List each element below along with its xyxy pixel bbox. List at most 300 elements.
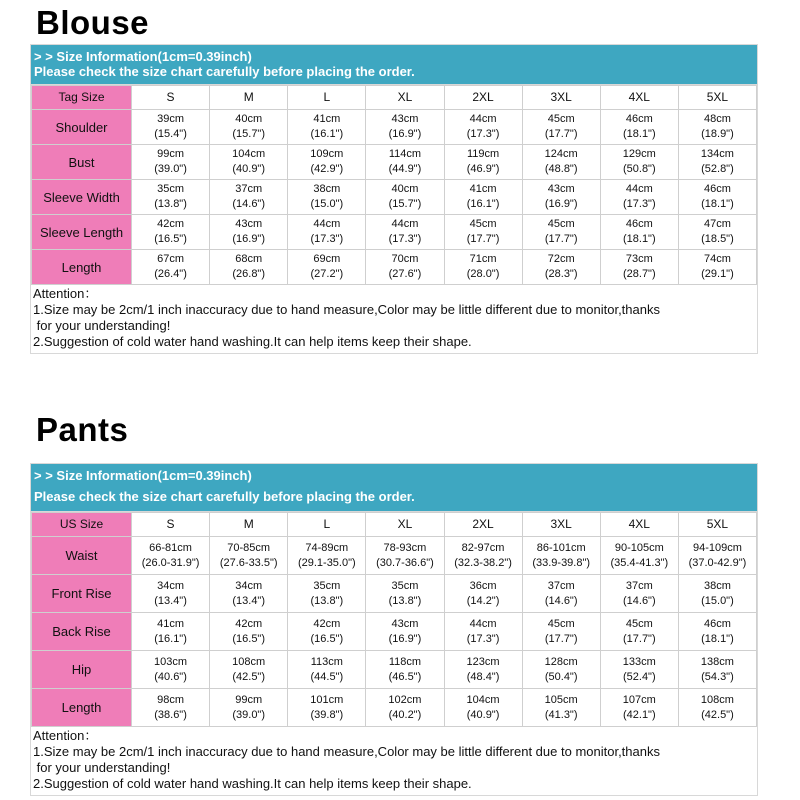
value-cm: 44cm <box>469 113 497 125</box>
measurement-cell <box>522 689 600 727</box>
value-cm: 124cm <box>544 148 578 160</box>
measurement-cell <box>600 537 678 575</box>
measurement-cell <box>444 689 522 727</box>
size-header-cell: 5XL <box>678 86 756 110</box>
value-cm: 37cm <box>547 579 575 592</box>
size-label-cell: Tag Size <box>32 86 132 110</box>
measurement-cell <box>210 689 288 727</box>
size-header-row <box>32 86 757 110</box>
measurement-row <box>32 613 757 651</box>
value-inch: (27.6-33.5") <box>219 556 278 569</box>
value-inch: (16.9") <box>544 198 578 210</box>
measurement-cell <box>288 575 366 613</box>
value-cm: 109cm <box>310 148 344 160</box>
value-cm: 107cm <box>622 693 656 706</box>
measurement-cell <box>132 110 210 145</box>
measurement-cell <box>366 180 444 215</box>
value-inch: (17.3") <box>310 233 344 245</box>
value-inch: (42.5") <box>232 670 265 683</box>
measurement-cell <box>210 613 288 651</box>
value-inch: (16.9") <box>388 632 422 645</box>
measurement-cell <box>210 651 288 689</box>
value-cm: 86-101cm <box>536 541 586 554</box>
value-inch: (29.1-35.0") <box>297 556 356 569</box>
value-inch: (16.1") <box>466 198 500 210</box>
value-cm: 34cm <box>235 579 263 592</box>
attention-note-1: 1.Size may be 2cm/1 inch inaccuracy due to hand measure,Color may be little different due to monitor,thanks <box>33 302 660 317</box>
value-inch: (26.0-31.9") <box>141 556 200 569</box>
value-cm: 35cm <box>391 579 419 592</box>
measurement-cell <box>366 689 444 727</box>
value-inch: (40.2") <box>388 708 422 721</box>
measurement-label: Length <box>32 250 132 285</box>
value-cm: 108cm <box>700 693 734 706</box>
measurement-label: Waist <box>32 537 132 575</box>
pants-title: Pants <box>36 411 129 448</box>
measurement-cell <box>678 180 756 215</box>
measurement-cell <box>288 215 366 250</box>
measurement-cell <box>288 537 366 575</box>
value-inch: (39.0") <box>154 163 187 175</box>
measurement-label: Front Rise <box>32 575 132 613</box>
measurement-cell <box>366 651 444 689</box>
value-cm: 41cm <box>157 617 185 630</box>
measurement-cell <box>132 250 210 285</box>
measurement-cell <box>444 575 522 613</box>
value-cm: 37cm <box>235 183 263 195</box>
measurement-row <box>32 250 757 285</box>
value-inch: (44.5") <box>310 670 344 683</box>
size-header-row <box>32 513 757 537</box>
measurement-cell <box>600 250 678 285</box>
measurement-cell <box>522 180 600 215</box>
value-cm: 103cm <box>154 655 188 668</box>
value-inch: (13.8") <box>310 594 344 607</box>
value-cm: 114cm <box>388 148 422 160</box>
value-inch: (38.6") <box>154 708 187 721</box>
attention-note-1-cont: for your understanding! <box>33 760 171 775</box>
measurement-cell <box>522 215 600 250</box>
value-cm: 99cm <box>235 693 263 706</box>
measurement-row <box>32 215 757 250</box>
measurement-cell <box>522 145 600 180</box>
measurement-label: Hip <box>32 651 132 689</box>
measurement-cell <box>600 689 678 727</box>
measurement-cell <box>444 613 522 651</box>
value-cm: 46cm <box>703 183 731 195</box>
blouse-size-table <box>31 85 757 285</box>
value-inch: (50.4") <box>544 670 578 683</box>
value-inch: (39.0") <box>232 708 265 721</box>
value-cm: 37cm <box>625 579 653 592</box>
measurement-cell <box>132 180 210 215</box>
measurement-cell <box>678 537 756 575</box>
size-header-cell: M <box>210 513 288 537</box>
value-inch: (17.7") <box>466 233 500 245</box>
value-cm: 70cm <box>391 253 419 265</box>
value-inch: (15.0") <box>310 198 344 210</box>
value-inch: (28.0") <box>466 268 500 280</box>
value-cm: 118cm <box>388 655 422 668</box>
value-inch: (15.4") <box>154 128 187 140</box>
value-cm: 43cm <box>235 218 263 230</box>
value-inch: (13.4") <box>232 594 265 607</box>
size-header-cell: L <box>288 86 366 110</box>
value-inch: (41.3") <box>544 708 578 721</box>
size-header-cell: XL <box>366 86 444 110</box>
value-cm: 78-93cm <box>383 541 427 554</box>
value-cm: 46cm <box>625 113 653 125</box>
value-cm: 138cm <box>700 655 734 668</box>
measurement-cell <box>288 613 366 651</box>
measurement-cell <box>600 145 678 180</box>
value-cm: 67cm <box>157 253 185 265</box>
value-inch: (17.3") <box>622 198 656 210</box>
size-header-cell: 3XL <box>522 513 600 537</box>
measurement-cell <box>600 180 678 215</box>
value-cm: 104cm <box>466 693 500 706</box>
value-inch: (16.1") <box>310 128 344 140</box>
value-cm: 129cm <box>622 148 656 160</box>
value-inch: (13.8") <box>388 594 422 607</box>
value-cm: 102cm <box>388 693 422 706</box>
attention-note-2: 2.Suggestion of cold water hand washing.It can help items keep their shape. <box>33 334 472 349</box>
value-cm: 44cm <box>313 218 341 230</box>
value-inch: (15.0") <box>701 594 734 607</box>
value-cm: 66-81cm <box>149 541 192 554</box>
size-header-cell: XL <box>366 513 444 537</box>
value-cm: 48cm <box>703 113 731 125</box>
measurement-cell <box>210 250 288 285</box>
value-cm: 123cm <box>466 655 500 668</box>
measurement-label: Sleeve Length <box>32 215 132 250</box>
measurement-cell <box>288 180 366 215</box>
measurement-cell <box>600 651 678 689</box>
value-cm: 46cm <box>703 617 731 630</box>
value-inch: (16.9") <box>388 128 422 140</box>
value-inch: (14.6") <box>622 594 656 607</box>
measurement-cell <box>366 145 444 180</box>
value-cm: 94-109cm <box>692 541 742 554</box>
measurement-cell <box>444 145 522 180</box>
measurement-cell <box>444 250 522 285</box>
value-inch: (17.7") <box>544 233 578 245</box>
value-inch: (16.5") <box>232 632 265 645</box>
value-cm: 42cm <box>235 617 263 630</box>
measurement-cell <box>132 145 210 180</box>
attention-note-2: 2.Suggestion of cold water hand washing.It can help items keep their shape. <box>33 776 472 791</box>
pants-banner <box>31 464 757 512</box>
value-cm: 99cm <box>157 148 185 160</box>
measurement-cell <box>522 537 600 575</box>
measurement-cell <box>444 215 522 250</box>
value-inch: (32.3-38.2") <box>454 556 512 569</box>
value-cm: 45cm <box>547 218 575 230</box>
attention-heading: Attention： <box>33 286 98 301</box>
value-cm: 45cm <box>547 617 575 630</box>
pants-attention <box>31 727 757 795</box>
value-cm: 43cm <box>547 183 575 195</box>
measurement-cell <box>210 215 288 250</box>
measurement-row <box>32 651 757 689</box>
measurement-label: Length <box>32 689 132 727</box>
value-inch: (50.8") <box>622 163 656 175</box>
value-inch: (28.7") <box>622 268 656 280</box>
measurement-cell <box>210 110 288 145</box>
blouse-banner-line1: > > Size Information(1cm=0.39inch) <box>34 49 252 64</box>
measurement-cell <box>678 110 756 145</box>
value-cm: 38cm <box>313 183 341 195</box>
value-cm: 35cm <box>313 579 341 592</box>
value-cm: 41cm <box>313 113 341 125</box>
measurement-cell <box>288 250 366 285</box>
value-cm: 74cm <box>703 253 731 265</box>
measurement-cell <box>600 215 678 250</box>
value-inch: (40.9") <box>232 163 265 175</box>
value-cm: 113cm <box>310 655 343 668</box>
value-cm: 71cm <box>469 253 497 265</box>
value-inch: (54.3") <box>701 670 734 683</box>
measurement-cell <box>678 250 756 285</box>
value-cm: 44cm <box>625 183 653 195</box>
value-cm: 41cm <box>469 183 497 195</box>
measurement-cell <box>522 651 600 689</box>
measurement-cell <box>600 110 678 145</box>
blouse-banner <box>31 45 757 85</box>
value-cm: 98cm <box>157 693 185 706</box>
measurement-cell <box>366 215 444 250</box>
size-header-cell: 5XL <box>678 513 756 537</box>
value-inch: (42.9") <box>310 163 344 175</box>
measurement-cell <box>132 537 210 575</box>
blouse-title: Blouse <box>36 4 150 41</box>
value-inch: (27.6") <box>388 268 422 280</box>
pants-banner-line2: Please check the size chart carefully before placing the order. <box>34 489 415 504</box>
size-header-cell: 4XL <box>600 513 678 537</box>
value-cm: 43cm <box>391 617 419 630</box>
measurement-cell <box>444 651 522 689</box>
value-cm: 44cm <box>469 617 497 630</box>
value-inch: (13.8") <box>154 198 187 210</box>
value-inch: (16.9") <box>232 233 265 245</box>
measurement-row <box>32 689 757 727</box>
measurement-label: Shoulder <box>32 110 132 145</box>
value-cm: 73cm <box>625 253 653 265</box>
value-cm: 42cm <box>313 617 341 630</box>
value-inch: (18.9") <box>701 128 734 140</box>
value-cm: 108cm <box>232 655 266 668</box>
value-cm: 90-105cm <box>614 541 664 554</box>
measurement-cell <box>678 689 756 727</box>
measurement-cell <box>678 651 756 689</box>
measurement-cell <box>366 537 444 575</box>
measurement-cell <box>678 215 756 250</box>
measurement-cell <box>210 575 288 613</box>
value-inch: (39.8") <box>310 708 344 721</box>
measurement-cell <box>522 613 600 651</box>
value-cm: 34cm <box>157 579 185 592</box>
measurement-cell <box>522 575 600 613</box>
attention-note-1-cont: for your understanding! <box>33 318 171 333</box>
measurement-cell <box>600 575 678 613</box>
value-cm: 40cm <box>391 183 419 195</box>
measurement-cell <box>288 651 366 689</box>
value-cm: 70-85cm <box>227 541 271 554</box>
value-inch: (17.7") <box>544 632 578 645</box>
value-inch: (37.0-42.9") <box>688 556 747 569</box>
value-inch: (52.4") <box>622 670 656 683</box>
value-inch: (16.1") <box>154 632 187 645</box>
value-inch: (18.1") <box>622 233 656 245</box>
measurement-cell <box>366 250 444 285</box>
value-inch: (35.4-41.3") <box>610 556 669 569</box>
value-inch: (17.7") <box>622 632 656 645</box>
value-cm: 128cm <box>544 655 578 668</box>
size-header-cell: S <box>132 86 210 110</box>
value-cm: 42cm <box>157 218 185 230</box>
measurement-row <box>32 537 757 575</box>
measurement-cell <box>210 145 288 180</box>
measurement-cell <box>288 110 366 145</box>
measurement-cell <box>288 689 366 727</box>
value-inch: (40.6") <box>154 670 187 683</box>
measurement-cell <box>522 250 600 285</box>
value-inch: (14.2") <box>466 594 500 607</box>
value-inch: (30.7-36.6") <box>376 556 434 569</box>
value-cm: 39cm <box>157 113 185 125</box>
pants-size-table <box>31 512 757 727</box>
value-inch: (18.1") <box>622 128 656 140</box>
value-inch: (15.7") <box>232 128 265 140</box>
value-inch: (14.6") <box>232 198 265 210</box>
measurement-cell <box>288 145 366 180</box>
value-inch: (17.7") <box>544 128 578 140</box>
measurement-cell <box>210 537 288 575</box>
size-header-cell: M <box>210 86 288 110</box>
measurement-cell <box>132 613 210 651</box>
value-inch: (17.3") <box>466 128 500 140</box>
measurement-label: Back Rise <box>32 613 132 651</box>
measurement-cell <box>132 215 210 250</box>
size-header-cell: L <box>288 513 366 537</box>
value-cm: 105cm <box>544 693 578 706</box>
size-header-cell: 3XL <box>522 86 600 110</box>
value-inch: (17.3") <box>388 233 422 245</box>
value-inch: (40.9") <box>466 708 500 721</box>
value-inch: (44.9") <box>388 163 422 175</box>
value-inch: (26.8") <box>232 268 265 280</box>
blouse-size-chart <box>30 44 758 354</box>
measurement-cell <box>678 145 756 180</box>
measurement-cell <box>132 651 210 689</box>
value-cm: 74-89cm <box>305 541 349 554</box>
value-cm: 36cm <box>469 579 497 592</box>
value-inch: (15.7") <box>388 198 422 210</box>
value-inch: (29.1") <box>701 268 734 280</box>
value-cm: 38cm <box>703 579 731 592</box>
blouse-banner-line2: Please check the size chart carefully before placing the order. <box>34 64 415 79</box>
value-cm: 134cm <box>700 148 734 160</box>
value-cm: 72cm <box>547 253 575 265</box>
value-inch: (18.5") <box>701 233 734 245</box>
value-inch: (16.5") <box>154 233 187 245</box>
value-inch: (18.1") <box>701 198 734 210</box>
measurement-row <box>32 110 757 145</box>
value-cm: 104cm <box>232 148 266 160</box>
measurement-cell <box>210 180 288 215</box>
value-cm: 68cm <box>235 253 263 265</box>
blouse-attention <box>31 285 757 353</box>
measurement-label: Sleeve Width <box>32 180 132 215</box>
value-cm: 45cm <box>547 113 575 125</box>
value-cm: 119cm <box>466 148 500 160</box>
value-cm: 101cm <box>310 693 344 706</box>
value-inch: (27.2") <box>310 268 344 280</box>
value-inch: (17.3") <box>466 632 500 645</box>
value-inch: (42.5") <box>701 708 734 721</box>
value-cm: 82-97cm <box>461 541 505 554</box>
pants-size-chart <box>30 463 758 796</box>
value-cm: 43cm <box>391 113 419 125</box>
measurement-row <box>32 145 757 180</box>
value-cm: 44cm <box>391 218 419 230</box>
value-inch: (42.1") <box>622 708 656 721</box>
measurement-cell <box>678 575 756 613</box>
value-inch: (48.8") <box>544 163 578 175</box>
value-cm: 47cm <box>703 218 731 230</box>
size-header-cell: 4XL <box>600 86 678 110</box>
measurement-cell <box>444 110 522 145</box>
value-inch: (13.4") <box>154 594 187 607</box>
size-header-cell: 2XL <box>444 86 522 110</box>
value-inch: (33.9-39.8") <box>532 556 591 569</box>
measurement-cell <box>678 613 756 651</box>
value-inch: (28.3") <box>544 268 578 280</box>
measurement-cell <box>366 613 444 651</box>
value-inch: (16.5") <box>310 632 344 645</box>
value-inch: (14.6") <box>544 594 578 607</box>
value-inch: (48.4") <box>466 670 500 683</box>
measurement-cell <box>444 180 522 215</box>
value-cm: 133cm <box>622 655 656 668</box>
size-header-cell: 2XL <box>444 513 522 537</box>
measurement-label: Bust <box>32 145 132 180</box>
measurement-cell <box>132 689 210 727</box>
measurement-cell <box>444 537 522 575</box>
attention-note-1: 1.Size may be 2cm/1 inch inaccuracy due to hand measure,Color may be little different due to monitor,thanks <box>33 744 660 759</box>
value-inch: (46.5") <box>388 670 422 683</box>
size-label-cell: US Size <box>32 513 132 537</box>
measurement-row <box>32 575 757 613</box>
value-inch: (18.1") <box>701 632 734 645</box>
value-inch: (46.9") <box>466 163 500 175</box>
measurement-cell <box>600 613 678 651</box>
value-cm: 46cm <box>625 218 653 230</box>
measurement-cell <box>132 575 210 613</box>
pants-banner-line1: > > Size Information(1cm=0.39inch) <box>34 468 252 483</box>
value-cm: 35cm <box>157 183 185 195</box>
size-header-cell: S <box>132 513 210 537</box>
value-cm: 40cm <box>235 113 263 125</box>
measurement-cell <box>522 110 600 145</box>
value-inch: (26.4") <box>154 268 187 280</box>
measurement-cell <box>366 110 444 145</box>
value-cm: 45cm <box>625 617 653 630</box>
value-cm: 45cm <box>469 218 497 230</box>
value-inch: (52.8") <box>701 163 734 175</box>
value-cm: 69cm <box>313 253 341 265</box>
measurement-cell <box>366 575 444 613</box>
